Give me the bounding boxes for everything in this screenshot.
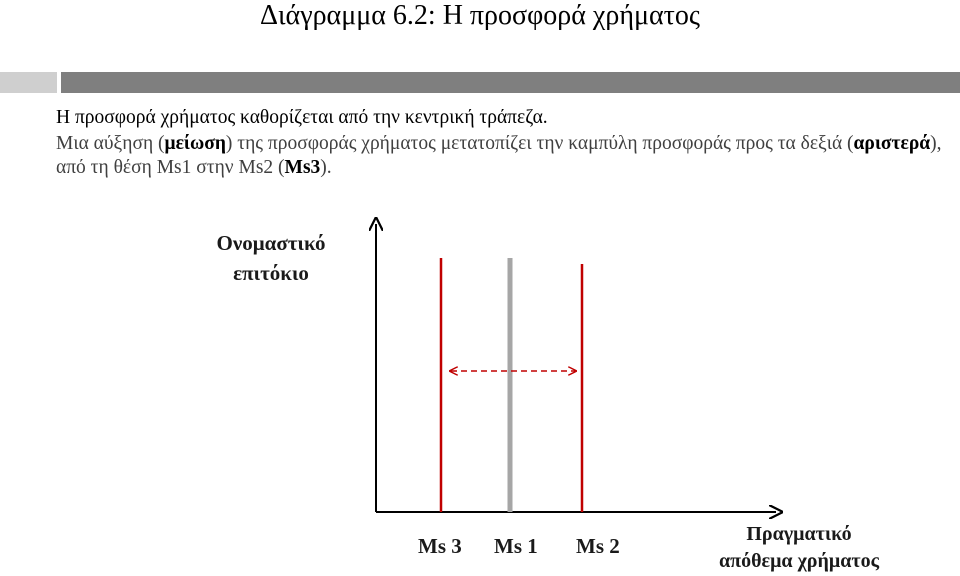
x-axis-label-line: απόθεμα χρήματος — [718, 550, 880, 572]
paragraph-bold: αριστερά — [853, 133, 931, 154]
ms2-label: Ms 2 — [576, 534, 620, 558]
ms1-label: Ms 1 — [494, 534, 538, 558]
x-axis-label — [694, 521, 904, 575]
y-axis-label-line: Ονομαστικό — [216, 231, 326, 255]
y-axis-label-line: επιτόκιο — [233, 261, 309, 285]
x-axis-label-line: Πραγματικό — [746, 523, 852, 545]
paragraph-bold: μείωση — [164, 133, 226, 154]
paragraph-central-bank: Η προσφορά χρήματος καθορίζεται από την κεντρική τράπεζα. — [56, 107, 548, 128]
slide-title: Διάγραμμα 6.2: Η προσφορά χρήματος — [260, 0, 700, 31]
paragraph-text: ) της προσφοράς χρήματος μετατοπίζει την καμπύλη προσφοράς προς τα δεξιά ( — [225, 133, 854, 154]
paragraph-bold: Ms3 — [284, 157, 321, 178]
paragraph-text: ). — [320, 157, 332, 178]
paragraph-text: Μια αύξηση ( — [56, 133, 165, 154]
y-axis-label — [192, 228, 350, 288]
ms3-label: Ms 3 — [418, 534, 462, 558]
paragraph-text: ), από τη θέση Ms1 στην Ms2 ( — [56, 133, 942, 178]
